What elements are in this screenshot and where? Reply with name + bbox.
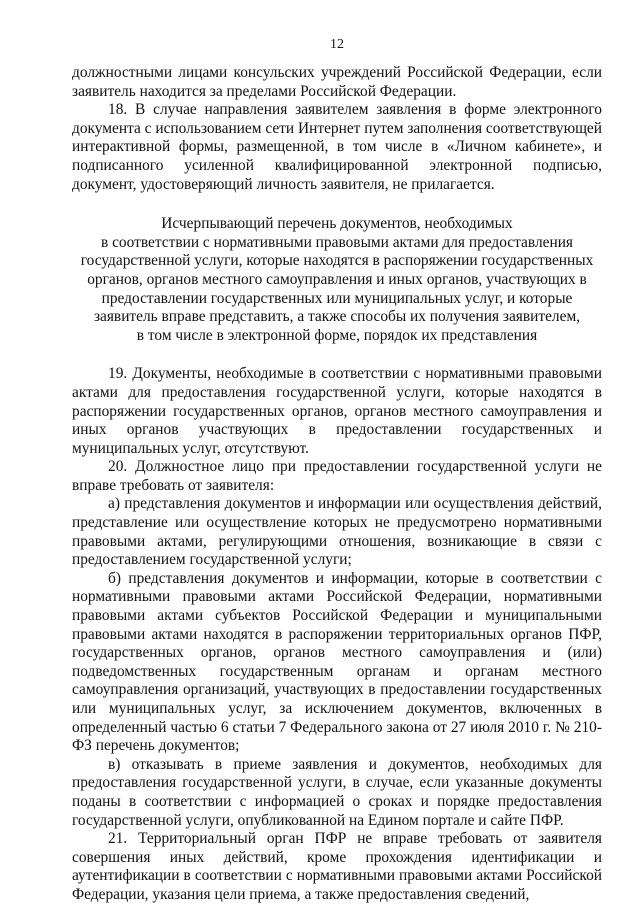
top-paragraphs xyxy=(72,64,602,194)
paragraph-20-v: в) отказывать в приеме заявления и документов, необходимых для предоставления государственной услуги, в случае, если указанные документы поданы в соответствии с информацией о сроках и порядке предоставления государственной услуги, опубликованной на Едином портале и сайте ПФР. xyxy=(72,755,602,829)
heading-line: в соответствии с нормативными правовыми актами для предоставления xyxy=(100,233,574,251)
heading-line: в том числе в электронной форме, порядок их представления xyxy=(136,326,538,344)
paragraph-20-a: а) представления документов и информации или осуществления действий, представление или осуществление которых не предусмотрено нормативными правовыми актами, регулирующими отношения, возникающие в связи с предоставлением государственной услуги; xyxy=(72,495,602,569)
heading-line: заявитель вправе представить, а также способы их получения заявителем, xyxy=(93,308,581,326)
paragraph-20-b: б) представления документов и информации, которые в соответствии с нормативными правовыми актами Российской Федерации, нормативными правовыми актами субъектов Российской Федерации и муниципальными правовыми актами находятся в распоряжении территориальных органов ПФР, государственных органов, органов местного самоуправления и (или) подведомственных государственным органам и органам местного самоуправления организаций, участвующих в предоставлении государственных или муниципальных услуг, за исключением документов, включенных в определенный частью 6 статьи 7 Федерального закона от 27 июля 2010 г. № 210-ФЗ перечень документов; xyxy=(72,569,602,755)
paragraph-continuation: должностными лицами консульских учреждений Российской Федерации, если заявитель находится за пределами Российской Федерации. xyxy=(72,64,602,100)
heading-line: предоставлении государственных или муниципальных услуг, и которые xyxy=(101,289,573,307)
section-heading xyxy=(72,215,602,345)
paragraph-18: 18. В случае направления заявителем заявления в форме электронного документа с использованием сети Интернет путем заполнения соответствующей интерактивной формы, размещенной, в том числе в «Личном кабинете», и подписанного усиленной квалифицированной электронной подписью, документ, удостоверяющий личность заявителя, не прилагается. xyxy=(72,101,602,193)
page-number: 12 xyxy=(330,37,344,52)
heading-line: органов, органов местного самоуправления и иных органов, участвующих в xyxy=(87,270,587,288)
paragraph-19: 19. Документы, необходимые в соответствии с нормативными правовыми актами для предоставления государственной услуги, которые находятся в распоряжении государственных органов, органов местного самоуправления и иных органов участвующих в предоставлении государственных и муниципальных услуг, отсутствуют. xyxy=(72,365,602,457)
paragraph-20: 20. Должностное лицо при предоставлении государственной услуги не вправе требовать от заявителя: xyxy=(72,458,602,494)
heading-line: Исчерпывающий перечень документов, необходимых xyxy=(161,215,513,233)
heading-line: государственной услуги, которые находятся в распоряжении государственных xyxy=(80,252,594,270)
bottom-paragraphs xyxy=(72,365,602,904)
paragraph-21: 21. Территориальный орган ПФР не вправе требовать от заявителя совершения иных действий, кроме прохождения идентификации и аутентификации в соответствии с нормативными правовыми актами Российской Федерации, указания цели приема, а также предоставления сведений, xyxy=(72,830,602,903)
